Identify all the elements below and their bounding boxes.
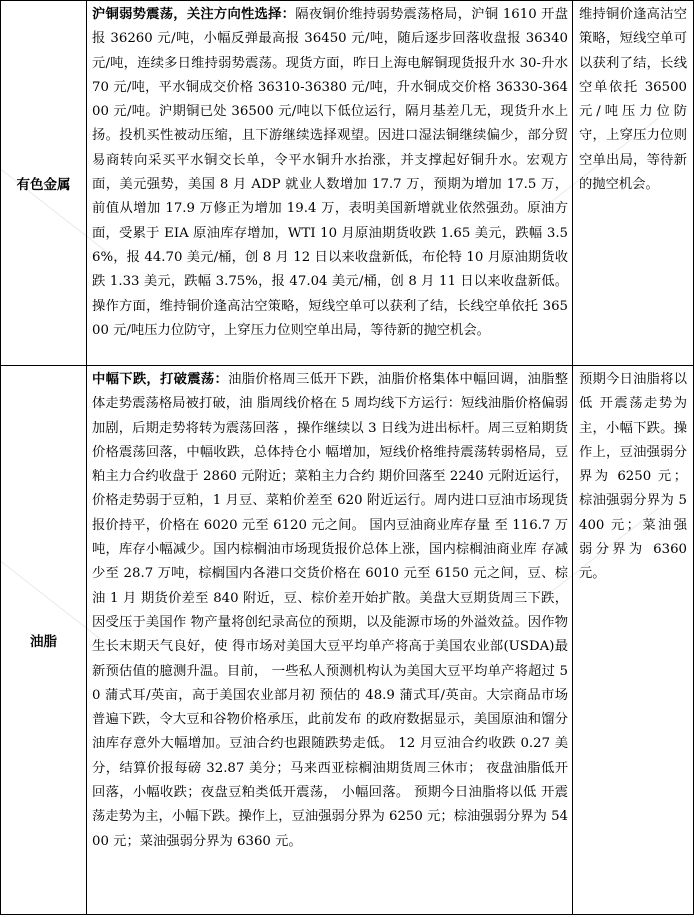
category-cell	[1, 366, 87, 915]
analysis-text	[87, 1, 572, 343]
analysis-cell	[87, 366, 573, 915]
strategy-text: 维持铜价逢高沽空策略，短线空单可以获利了结，长线空单依托 36500 元/吨压力位防守，上穿压力位则空单出局，等待新的抛空机会。	[579, 7, 687, 193]
analysis-cell	[87, 1, 573, 366]
category-label: 油脂	[30, 634, 57, 650]
category-label: 有色金属	[16, 177, 71, 193]
analysis-body: 隔夜铜价维持弱势震荡格局，沪铜 1610 开盘报 36260 元/吨，小幅反弹最高报 36450 元/吨，随后逐步回落收盘报 36340 元/吨，连续多日维持弱势震荡。现货方面，昨日上海电解铜现货报升水 30-升水 70 元/吨，平水铜成交价格 36310-36380 元/吨，升水铜成交价格 36330-36400 元/吨。沪期铜已处 36500 元/吨以下低位运行，隔月基差几无，现货升水上扬。投机买性被动压缩，且下游继续选择观望。因进口湿法铜继续偏少，部分贸易商转向采买平水铜交长单，令平水铜升水抬涨，并支撑起好铜升水。宏观方面，美元强势，美国 8 月 ADP 就业人数增加 17.7 万，预期为增加 17.5 万，前值从增加 17.9 万修正为增加 19.4 万，表明美国新增就业依然强劲。原油方面，受累于 EIA 原油库存增加，WTI 10 月原油期货收跌 1.65 美元，跌幅 3.56%，报 44.70 美元/桶，创 8 月 12 日以来收盘新低，布伦特 10 月原油期货收跌 1.33 美元，跌幅 3.75%，报 47.04 美元/桶，创 8 月 11 日以来收盘新低。操作方面，维持铜价逢高沽空策略，短线空单可以获利了结，长线空单依托 36500 元/吨压力位防守，上穿压力位则空单出局，等待新的抛空机会。	[92, 7, 569, 338]
table-row-oils	[1, 366, 694, 915]
analysis-headline: 中幅下跌，打破震荡：	[92, 372, 229, 387]
strategy-text: 预期今日油脂将以低 开震荡走势为主，小幅下跌。操作上，豆油强弱分界为 6250 元；棕油强弱分界为 5400 元；菜油强弱分界为 6360 元。	[579, 372, 687, 582]
table-row-nonferrous	[1, 1, 694, 366]
analysis-text	[87, 366, 572, 854]
strategy-cell	[573, 1, 694, 366]
analysis-headline: 沪铜弱势震荡，关注方向性选择：	[92, 7, 296, 22]
analysis-body: 油脂价格周三低开下跌，油脂价格集体中幅回调，油脂整体走势震荡格局被打破，油 脂周线价格在 5 周均线下方运行：短线油脂价格偏弱加剧，后期走势将转为震荡回落 ，操作继续以 3 日线为进出标杆。周三豆粕期货价格震荡回落，中幅收跌，总体持仓小 幅增加，短线价格维持震荡转弱格局，豆粕主力合约收盘于 2860 元附近；菜粕主力合约 期价回落至 2240 元附近运行，价格走势弱于豆粕，1 月豆、菜粕价差至 620 附近运行。周内进口豆油市场现货报价持平，价格在 6020 元至 6120 元之间。 国内豆油商业库存量 至 116.7 万吨，库存小幅减少。国内棕榈油市场现货报价总体上涨，国内棕榈油商业库 存减少至 28.7 万吨，棕榈国内各港口交货价格在 6010 元至 6150 元之间，豆、棕油 1 月 期货价差至 840 附近，豆、棕价差开始扩散。美盘大豆期货周三下跌，因受压于美国作 物产量将创纪录高位的预期，以及能源市场的外溢效益。因作物生长末期天气良好，使 得市场对美国大豆平均单产将高于美国农业部(USDA)最新预估值的臆测升温。目前， 一些私人预测机构认为美国大豆平均单产将超过 50 蒲式耳/英亩，高于美国农业部月初 预估的 48.9 蒲式耳/英亩。大宗商品市场普遍下跌，令大豆和谷物价格承压，此前发布 的政府数据显示，美国原油和馏分油库存意外大幅增加。豆油合约也跟随跌势走低。 12 月豆油合约收跌 0.27 美分，结算价报每磅 32.87 美分；马来西亚棕榈油期货周三休市； 夜盘油脂低开回落，小幅收跌；夜盘豆粕类低开震荡， 小幅回落。 预期今日油脂将以低 开震荡走势为主，小幅下跌。操作上，豆油强弱分界为 6250 元；棕油强弱分界为 5400 元；菜油强弱分界为 6360 元。	[92, 372, 569, 849]
strategy-cell	[573, 366, 694, 915]
category-cell	[1, 1, 87, 366]
